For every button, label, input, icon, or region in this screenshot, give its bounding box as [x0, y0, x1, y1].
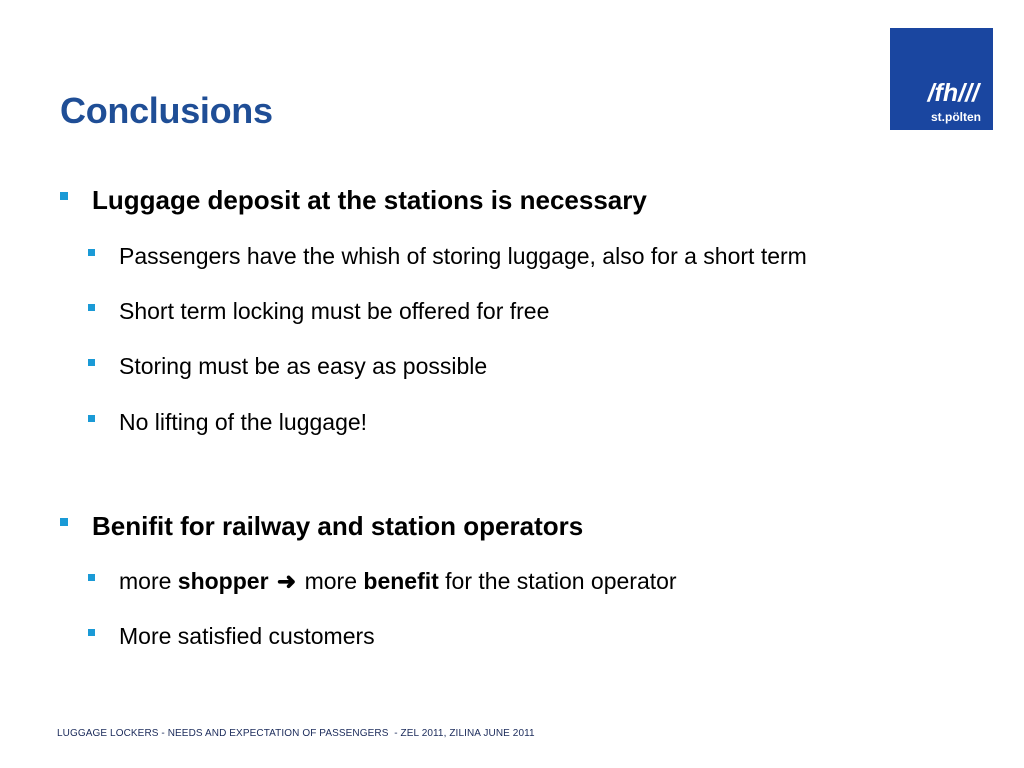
square-bullet-icon [60, 192, 68, 200]
list-item [88, 242, 807, 270]
text-more: more [304, 568, 357, 594]
list-item-text [119, 567, 677, 595]
text-for-station-operator: for the station operator [445, 568, 677, 594]
list-item [88, 408, 367, 436]
square-bullet-icon [88, 629, 95, 636]
square-bullet-icon [88, 415, 95, 422]
square-bullet-icon [88, 359, 95, 366]
slide-footer: LUGGAGE LOCKERS - NEEDS AND EXPECTATION OF PASSENGERS - ZEL 2011, ZILINA JUNE 2011 [57, 728, 535, 739]
text-shopper: shopper [177, 568, 269, 594]
list-item-text: Storing must be as easy as possible [119, 353, 488, 379]
square-bullet-icon [88, 249, 95, 256]
logo-mark: /fh/// [927, 79, 979, 107]
list-item-text: No lifting of the luggage! [119, 409, 368, 435]
list-item [88, 622, 375, 650]
list-item [88, 352, 487, 380]
list-item [88, 567, 677, 595]
square-bullet-icon [60, 518, 68, 526]
section-heading-luggage-deposit [60, 184, 647, 216]
text-benefit: benefit [363, 568, 439, 594]
right-arrow-icon: ➜ [276, 568, 297, 594]
section-heading-benefit [60, 510, 583, 542]
square-bullet-icon [88, 304, 95, 311]
slide-title: Conclusions [60, 90, 273, 131]
list-item-text: Passengers have the whish of storing luggage, also for a short term [119, 243, 807, 269]
section-heading-text: Benifit for railway and station operators [92, 511, 584, 541]
list-item-text: Short term locking must be offered for free [119, 298, 550, 324]
square-bullet-icon [88, 574, 95, 581]
list-item [88, 297, 549, 325]
list-item-text: More satisfied customers [119, 623, 375, 649]
text-more: more [119, 568, 172, 594]
section-heading-text: Luggage deposit at the stations is necessary [92, 185, 647, 215]
fh-st-poelten-logo [890, 28, 993, 130]
logo-subtitle: st.pölten [931, 110, 981, 124]
